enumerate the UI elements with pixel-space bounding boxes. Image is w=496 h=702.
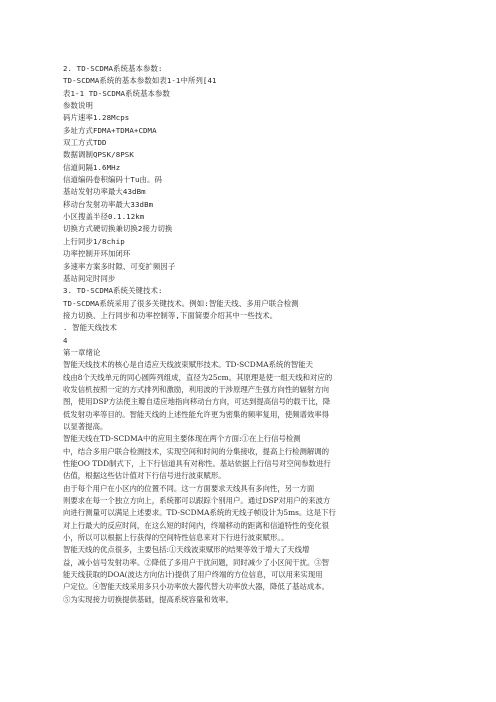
paragraph-line: 估值，根据这些估计值对下行信号进行波束赋形。 (63, 471, 226, 481)
text-line: TD-SCDMA系统采用了很多关键技术。例如:智能天线、多用户联合检测 (63, 298, 299, 308)
table-row: 双工方式TDD (63, 138, 107, 148)
table-row: 数据调制QPSK/8PSK (63, 150, 134, 160)
text-line: TD-SCDMA系统的基本参数如表1-1中所列[41 (63, 76, 217, 86)
document-text (63, 63, 436, 606)
table-caption: 表1-1 TD-SCDMA系统基本参数 (63, 88, 171, 98)
paragraph-line: 图，使用DSP方法使主瓣自适应地指向移动台方向，可达到提高信号的载干比，降 (63, 397, 331, 407)
paragraph-line: 户定位。④智能天线采用多只小功率放大器代替大功率放大器，降低了基站成本。 (63, 582, 330, 592)
paragraph-line: 对上行最大的反应时间，在这么短的时间内，终端移动的距离和信道特性的变化很 (63, 520, 330, 530)
paragraph-line: ⑤为实现接力切换提供基础，提高系统容量和效率。 (63, 594, 233, 604)
paragraph-line: 线由8个天线单元的同心圆阵列组成，直径为25cm。其原理是使一组天线和对应的 (63, 372, 333, 382)
paragraph-line: 中，结合多用户联合检测技术，实现空间和时间的分集接收，提高上行检测解调的 (63, 446, 330, 456)
paragraph-line: 向进行测量可以满足上述要求。TD-SCDMA系统的无线子帧设计为5ms。这是下行 (63, 508, 336, 518)
chapter-title: 第一章绪论 (63, 347, 101, 357)
paragraph-line: 小，所以可以根据上行获得的空间特性信息来对下行进行波束赋形。。 (63, 533, 289, 543)
section-heading: 3. TD-SCDMA系统关键技术: (63, 286, 163, 296)
table-row: 多速率方案多时隙、可变扩频因子 (63, 261, 176, 271)
table-row: 上行同步1/8chip (63, 236, 125, 246)
paragraph-line: 低发射功率等目的。智能天线的上述性能允许更为密集的频率复用，使频谱效率得 (63, 409, 330, 419)
table-row: 多址方式FDMA+TDMA+CDMA (63, 125, 157, 135)
section-heading: 2. TD-SCDMA系统基本参数: (63, 64, 163, 73)
table-row: 基站间定时同步 (63, 273, 116, 283)
page-number: 4 (63, 335, 68, 345)
paragraph-line: 则要求在每一个独立方向上，系统都可以跟踪个别用户。通过DSP对用户的来波方 (63, 496, 331, 506)
text-line: 接力切换、上行同步和功率控制等,下面简要介绍其中一些技术。 (63, 310, 278, 320)
paragraph-line: 性能OO TDD制式下，上下行信道具有对称性。基站依据上行信号对空间参数进行 (63, 459, 331, 468)
table-row: 功率控制开环加闭环 (63, 249, 131, 259)
paragraph-line: 智能天线在TD-SCDMA中的应用主要体现在两个方面:①在上行信号检测 (63, 434, 301, 444)
subsection-heading: . 智能天线技术 (63, 323, 118, 333)
paragraph-line: 智能天线的优点很多，主要包括:①天线波束赋形的结果等效于增大了天线增 (63, 545, 310, 555)
paragraph-line: 能天线获取的DOA(波达方向估计)提供了用户终端的方位信息，可以用来实现用 (63, 570, 323, 580)
table-row: 移动台发射功率最大33dBm (63, 199, 154, 209)
paragraph-line: 智能天线技术的核心是自适应天线波束赋形技术。TD-SCDMA系统的智能天 (63, 360, 313, 370)
paragraph-line: 由于每个用户在小区内的位置不同。这一方面要求天线具有多向性，另一方面 (63, 483, 315, 493)
paragraph-line: 收发信机按照一定的方式排列和激励，利用波的干涉原理产生强方向性的辐射方向 (63, 384, 330, 394)
table-header: 参数说明 (63, 101, 93, 111)
paragraph-line: 以显著提高。 (63, 421, 108, 431)
table-row: 码片速率1.28Mcps (63, 113, 130, 123)
table-row: 信道编码卷积编码十Tu由。码 (63, 175, 162, 185)
paragraph-line: 益，减小信号发射功率。②降低了多用户干扰问题，同时减少了小区间干扰。③智 (63, 557, 330, 567)
table-row: 基站发射功率最大43dBm (63, 187, 146, 197)
table-row: 小区搜盖半径0.1.12km (63, 212, 145, 222)
table-row: 切换方式硬切换兼切换2接力切换 (63, 224, 173, 234)
table-row: 信道间隔1.6MHz (63, 162, 121, 172)
